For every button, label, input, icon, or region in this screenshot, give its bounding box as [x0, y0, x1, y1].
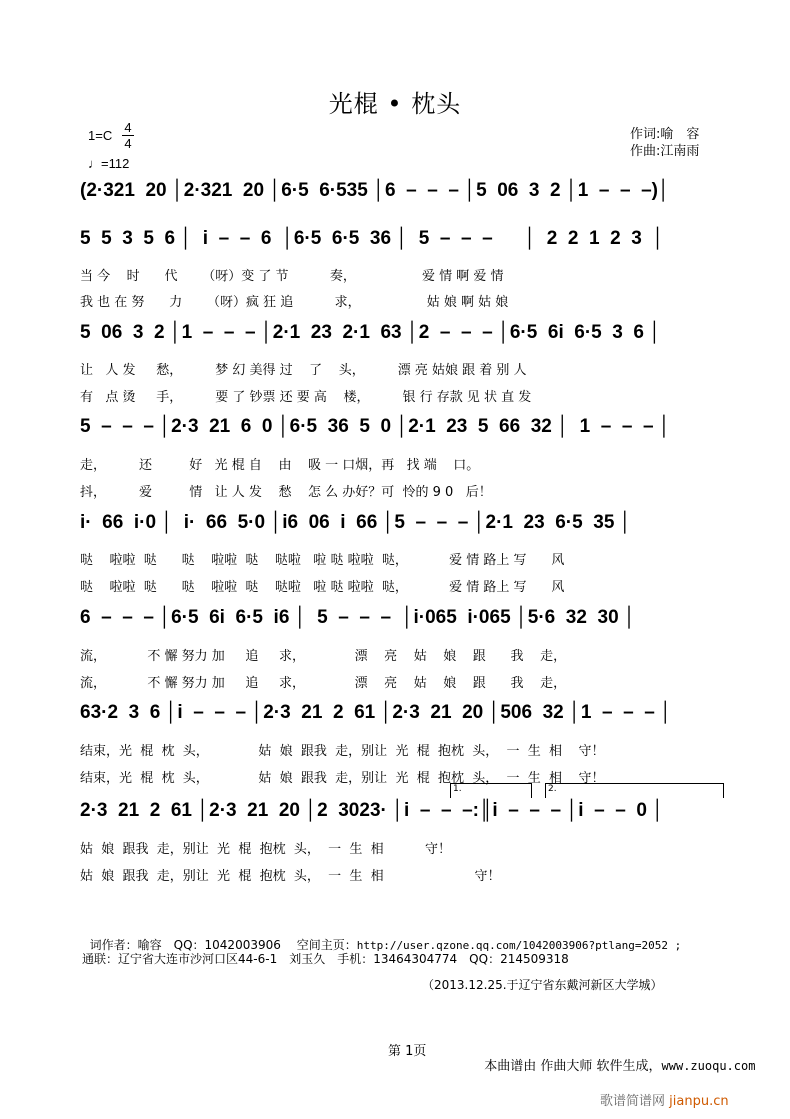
watermark-en: jianpu.cn — [669, 1094, 729, 1109]
notation-notes: 5 06 3 2 │1 – – – │2·1 23 2·1 63 │2 – – – │6·5 6i 6·5 3 6 │ — [80, 322, 662, 343]
page-number: 第 1页 — [388, 1044, 427, 1059]
notation-notes: 5 – – – │2·3 21 6 0 │6·5 36 5 0 │2·1 23 5 66 32 │ 1 – – – │ — [80, 416, 671, 437]
notation-row — [80, 796, 730, 836]
notation-row — [80, 412, 730, 452]
qzone-link[interactable]: http://user.qzone.qq.com/1042003906?ptlang=2052 ; — [356, 939, 682, 952]
notation-row — [80, 508, 730, 548]
page-title: 光棍 • 枕头 — [328, 90, 462, 118]
notation-row — [80, 318, 730, 358]
watermark-cn: 歌谱简谱网 — [600, 1094, 666, 1109]
volta-2-label: 2. — [548, 784, 557, 794]
footer-date-place: （2013.12.25.于辽宁省东戴河新区大学城） — [422, 978, 663, 992]
key-signature: 1=C — [88, 128, 113, 143]
time-signature — [122, 120, 134, 151]
lyricist-contact: 词作者：喻容 QQ：1042003906 空间主页： — [89, 938, 357, 952]
notation-row — [80, 603, 730, 643]
credits — [630, 126, 699, 160]
time-denominator: 4 — [124, 136, 132, 151]
lyric-verse-2: 哒 啦啦 哒 哒 啦啦 哒 哒啦 啦 哒 啦啦 哒， 爱 情 路上 写 风 — [80, 580, 565, 595]
lyric-verse-2: 有 点 烫 手， 要 了 钞票 还 要 高 楼， 银 行 存款 见 状 直 发 — [80, 390, 532, 405]
tempo-marking — [88, 156, 129, 171]
lyric-verse-2: 我 也 在 努 力 （呀）疯 狂 追 求， 姑 娘 啊 姑 娘 — [80, 295, 509, 310]
composer: 作曲:江南雨 — [630, 144, 700, 159]
notation-notes: 63·2 3 6 │i – – – │2·3 21 2 61 │2·3 21 20 │506 32 │1 – – – │ — [80, 702, 672, 723]
watermark — [600, 1090, 729, 1109]
generator-credit — [476, 1040, 755, 1074]
quarter-note-icon: ♩ — [88, 156, 101, 171]
lyric-verse-1: 哒 啦啦 哒 哒 啦啦 哒 哒啦 啦 哒 啦啦 哒， 爱 情 路上 写 风 — [80, 553, 565, 568]
lyric-verse-2: 姑 娘 跟我 走，别让 光 棍 抱枕 头， 一 生 相 守！ — [80, 869, 501, 884]
notation-row — [80, 176, 730, 216]
notation-row — [80, 224, 730, 264]
lyric-verse-1: 姑 娘 跟我 走，别让 光 棍 抱枕 头， 一 生 相 守！ — [80, 842, 451, 857]
tempo-value: =112 — [101, 156, 130, 171]
notation-notes: (2·321 20 │2·321 20 │6·5 6·535 │6 – – – │5 06 3 2 │1 – – –)│ — [80, 180, 670, 201]
zuoqu-link[interactable]: www.zuoqu.com — [661, 1059, 756, 1073]
notation-notes: 5 5 3 5 6 │ i – – 6 │6·5 6·5 36 │ 5 – – – │ 2 2 1 2 3 │ — [80, 228, 665, 249]
lyric-verse-1: 走， 还 好 光 棍 自 由 吸 一 口烟，再 找 端 口。 — [80, 458, 480, 473]
lyric-verse-1: 流， 不 懈 努力 加 追 求， 漂 亮 姑 娘 跟 我 走， — [80, 649, 567, 664]
lyric-verse-2: 抖， 爱 情 让 人 发 愁 怎 么 办好？可 怜的 9 0 后！ — [80, 485, 492, 500]
notation-notes: i· 66 i·0 │ i· 66 5·0 │i6 06 i 66 │5 – – – │2·1 23 6·5 35 │ — [80, 512, 632, 533]
generator-label: 本曲谱由 作曲大师 软件生成， — [484, 1059, 662, 1074]
lyric-verse-1: 让 人 发 愁， 梦 幻 美得 过 了 头， 漂 亮 姑娘 跟 着 别 人 — [80, 363, 527, 378]
notation-notes: 2·3 21 2 61 │2·3 21 20 │2 3023· │i – – –:║i – – – │i – – 0 │ — [80, 800, 665, 821]
lyric-verse-1: 当 今 时 代 （呀）变 了 节 奏， 爱 情 啊 爱 情 — [80, 269, 504, 284]
notation-row — [80, 698, 730, 738]
footer-line-1 — [82, 922, 681, 953]
footer-line-2: 通联：辽宁省大连市沙河口区44-6-1 刘玉久 手机：13464304774 QQ：214509318 — [82, 952, 569, 966]
lyricist: 作词:喻 容 — [630, 127, 700, 142]
volta-1-label: 1. — [453, 784, 462, 794]
time-numerator: 4 — [122, 120, 134, 136]
notation-notes: 6 – – – │6·5 6i 6·5 i6 │ 5 – – – │i·065 i·065 │5·6 32 30 │ — [80, 607, 636, 628]
lyric-verse-2: 流， 不 懈 努力 加 追 求， 漂 亮 姑 娘 跟 我 走， — [80, 676, 567, 691]
lyric-verse-2: 结束，光 棍 枕 头， 姑 娘 跟我 走，别让 光 棍 抱枕 头， 一 生 相 守！ — [80, 771, 605, 786]
lyric-verse-1: 结束，光 棍 枕 头， 姑 娘 跟我 走，别让 光 棍 抱枕 头， 一 生 相 守！ — [80, 744, 605, 759]
